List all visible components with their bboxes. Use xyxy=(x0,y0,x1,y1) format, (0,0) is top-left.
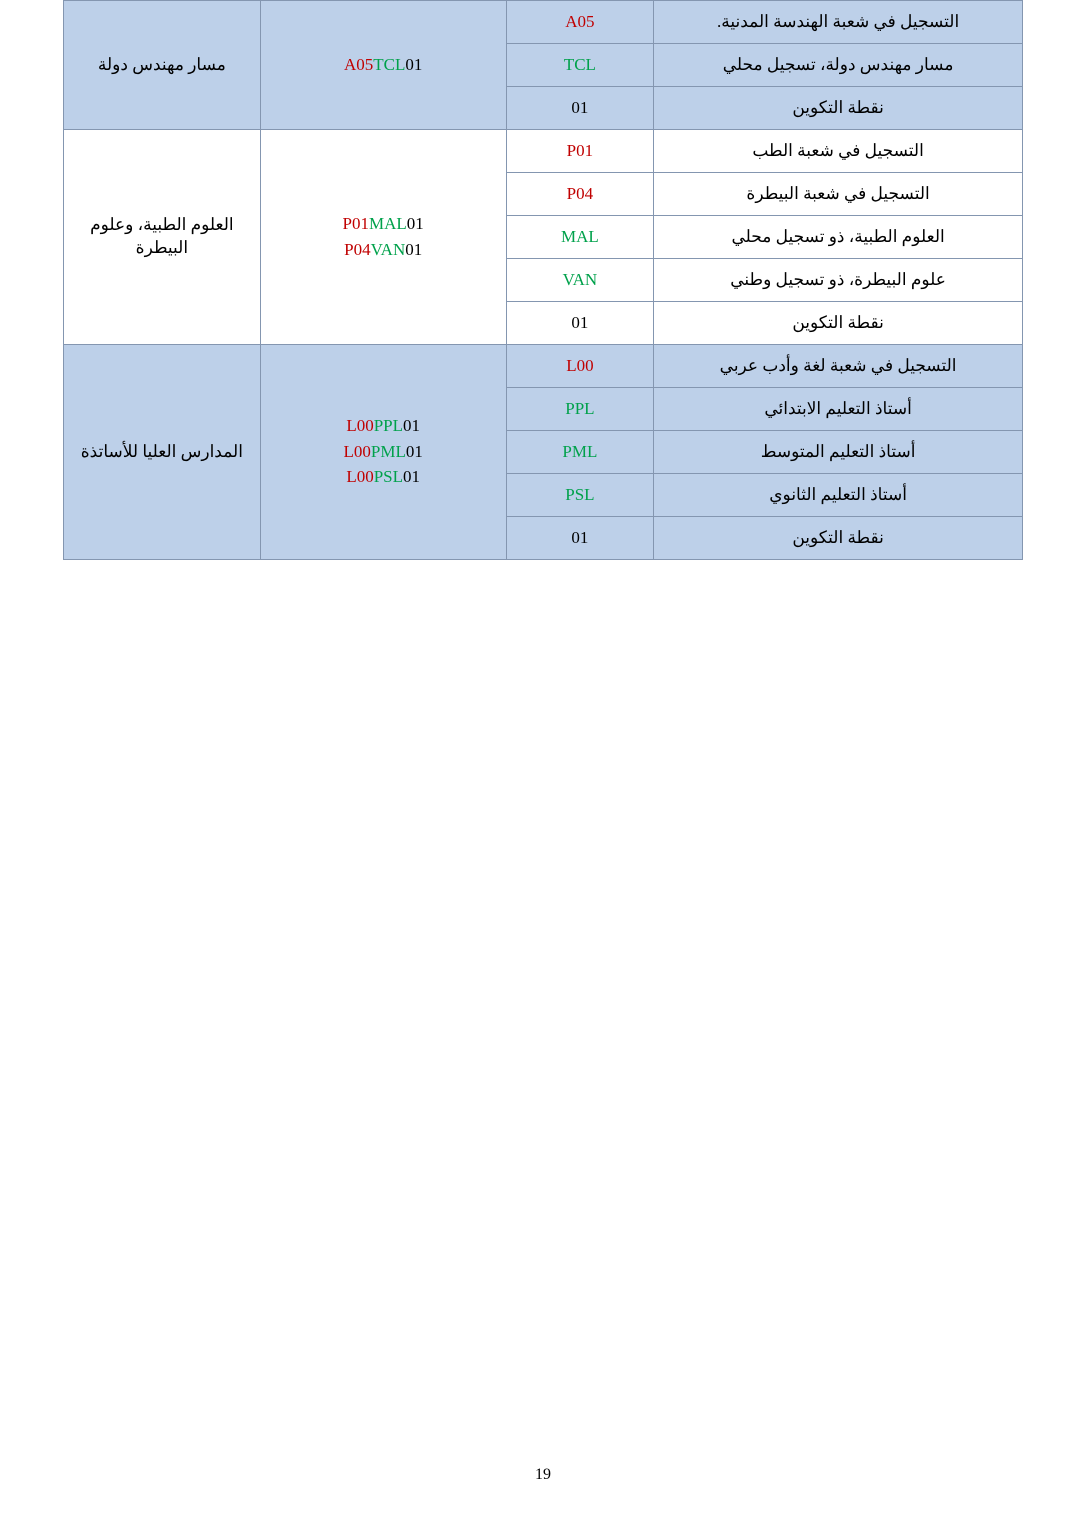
row-code: A05 xyxy=(506,1,654,44)
combo-code-part: A05 xyxy=(343,54,374,74)
table-row xyxy=(64,130,1023,173)
combo-code-part: 01 xyxy=(405,441,423,461)
combo-code-part: 01 xyxy=(405,54,423,74)
row-label: علوم البيطرة، ذو تسجيل وطني xyxy=(654,259,1023,302)
combo-code-part: MAL xyxy=(369,213,407,233)
row-code: L00 xyxy=(506,345,654,388)
row-code: 01 xyxy=(506,87,654,130)
group-label: العلوم الطبية، وعلوم البيطرة xyxy=(64,130,261,345)
combo-code-part: L00 xyxy=(346,415,374,435)
table-row xyxy=(64,345,1023,388)
row-label: نقطة التكوين xyxy=(654,517,1023,560)
combo-code-part: TCL xyxy=(373,54,406,74)
row-label: أستاذ التعليم الثانوي xyxy=(654,474,1023,517)
row-code: P04 xyxy=(506,173,654,216)
combo-code xyxy=(261,54,506,77)
combo-code-cell xyxy=(260,1,506,130)
combo-code xyxy=(261,415,506,438)
row-label: أستاذ التعليم المتوسط xyxy=(654,431,1023,474)
combo-code-part: 01 xyxy=(403,467,421,487)
combo-code-part: L00 xyxy=(343,441,371,461)
codes-table-body xyxy=(64,1,1023,560)
row-label: نقطة التكوين xyxy=(654,87,1023,130)
combo-code-part: P04 xyxy=(344,239,371,259)
group-label: المدارس العليا للأساتذة xyxy=(64,345,261,560)
row-label: التسجيل في شعبة البيطرة xyxy=(654,173,1023,216)
row-label: العلوم الطبية، ذو تسجيل محلي xyxy=(654,216,1023,259)
combo-code-part: PPL xyxy=(373,415,404,435)
codes-table xyxy=(63,0,1023,560)
row-code: MAL xyxy=(506,216,654,259)
row-code: PSL xyxy=(506,474,654,517)
row-label: مسار مهندس دولة، تسجيل محلي xyxy=(654,44,1023,87)
group-label: مسار مهندس دولة xyxy=(64,1,261,130)
table-row xyxy=(64,1,1023,44)
combo-code xyxy=(261,441,506,464)
row-code: 01 xyxy=(506,517,654,560)
combo-code-part: 01 xyxy=(406,213,424,233)
row-label: التسجيل في شعبة الطب xyxy=(654,130,1023,173)
combo-code-part: P01 xyxy=(342,213,370,233)
combo-code-part: L00 xyxy=(346,467,374,487)
row-code: PPL xyxy=(506,388,654,431)
combo-code-part: 01 xyxy=(403,415,421,435)
combo-code-cell xyxy=(260,345,506,560)
combo-code xyxy=(261,239,506,262)
row-code: P01 xyxy=(506,130,654,173)
combo-code xyxy=(261,466,506,489)
combo-code-cell xyxy=(260,130,506,345)
row-code: PML xyxy=(506,431,654,474)
combo-code-part: 01 xyxy=(405,239,423,259)
row-code: 01 xyxy=(506,302,654,345)
combo-code xyxy=(261,213,506,236)
row-label: التسجيل في شعبة الهندسة المدنية. xyxy=(654,1,1023,44)
combo-code-part: VAN xyxy=(370,239,406,259)
row-label: أستاذ التعليم الابتدائي xyxy=(654,388,1023,431)
codes-table-container xyxy=(63,0,1023,560)
row-label: نقطة التكوين xyxy=(654,302,1023,345)
combo-code-part: PSL xyxy=(373,467,404,487)
combo-code-part: PML xyxy=(370,441,406,461)
row-code: TCL xyxy=(506,44,654,87)
row-code: VAN xyxy=(506,259,654,302)
row-label: التسجيل في شعبة لغة وأدب عربي xyxy=(654,345,1023,388)
page-number: 19 xyxy=(535,1466,551,1483)
